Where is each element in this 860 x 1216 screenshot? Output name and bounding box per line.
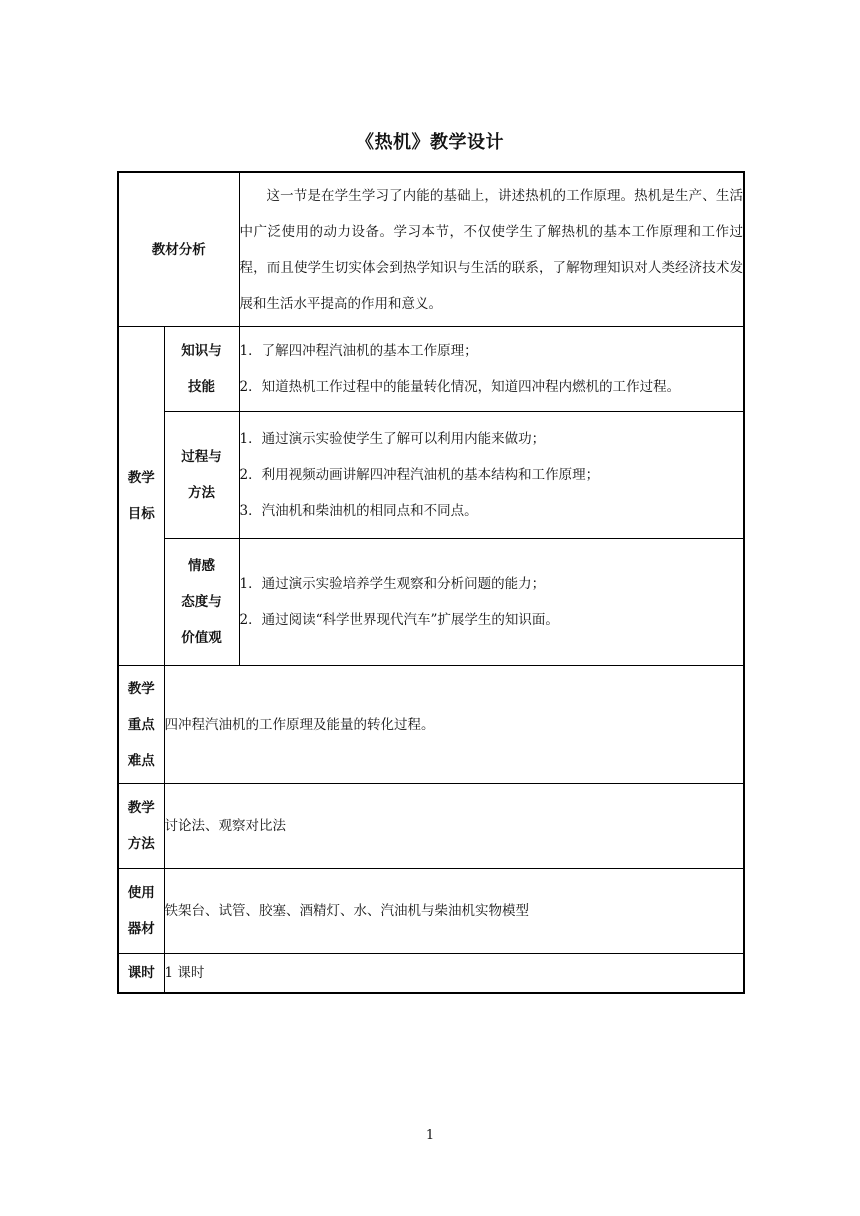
label-process-line-1: 过程与 [181,449,222,465]
label-hours: 课时 [118,954,164,994]
row-key-points [118,666,744,784]
lesson-design-table [117,171,745,994]
label-knowledge-line-2: 技能 [188,379,215,395]
label-process [164,412,239,539]
label-attitude-line-3: 价值观 [181,630,222,646]
content-equipment: 铁架台、试管、胶塞、酒精灯、水、汽油机与柴油机实物模型 [164,869,744,954]
row-equipment [118,869,744,954]
content-process [239,412,744,539]
process-item-1: 1．通过演示实验使学生了解可以利用内能来做功； [239,431,546,447]
label-knowledge-line-1: 知识与 [181,343,222,359]
content-attitude [239,539,744,666]
label-methods [118,784,164,869]
content-hours: 1 课时 [164,954,744,994]
label-key-points-line-3: 难点 [127,752,155,769]
page-number: 1 [425,1128,435,1143]
label-methods-line-2: 方法 [127,836,155,852]
process-item-2: 2．利用视频动画讲解四冲程汽油机的基本结构和工作原理； [239,467,600,483]
document-title: 《热机》教学设计 [356,132,504,153]
label-objectives [118,327,164,666]
knowledge-item-1: 1．了解四冲程汽油机的基本工作原理； [239,343,478,359]
row-analysis [118,172,744,327]
analysis-paragraph: 这一节是在学生学习了内能的基础上，讲述热机的工作原理。热机是生产、生活中广泛使用的动力设备。学习本节，不仅使学生了解热机的基本工作原理和工作过程，而且使学生切实体会到热学知识与生活的联系，了解物理知识对人类经济技术发展和生活水平提高的作用和意义。 [239,187,743,312]
label-attitude [164,539,239,666]
label-process-line-2: 方法 [188,485,215,501]
label-attitude-line-2: 态度与 [181,594,222,610]
label-key-points [118,666,164,784]
label-objectives-line-2: 目标 [127,506,155,522]
label-key-points-line-1: 教学 [127,680,155,697]
label-methods-line-1: 教学 [127,800,155,816]
row-attitude [118,539,744,666]
row-knowledge [118,327,744,412]
row-methods [118,784,744,869]
label-equipment [118,869,164,954]
label-equipment-line-2: 器材 [127,921,155,937]
attitude-item-2: 2．通过阅读“科学世界现代汽车”扩展学生的知识面。 [239,612,559,628]
attitude-item-1: 1．通过演示实验培养学生观察和分析问题的能力； [239,576,546,592]
label-objectives-line-1: 教学 [127,470,155,486]
process-item-3: 3．汽油机和柴油机的相同点和不同点。 [239,503,478,519]
label-knowledge [164,327,239,412]
content-methods: 讨论法、观察对比法 [164,784,744,869]
row-process [118,412,744,539]
content-key-points: 四冲程汽油机的工作原理及能量的转化过程。 [164,666,744,784]
label-equipment-line-1: 使用 [127,885,155,901]
label-key-points-line-2: 重点 [127,716,155,733]
label-analysis: 教材分析 [118,172,239,327]
knowledge-item-2: 2．知道热机工作过程中的能量转化情况，知道四冲程内燃机的工作过程。 [239,379,681,395]
content-knowledge [239,327,744,412]
content-analysis [239,172,744,327]
row-hours [118,954,744,994]
label-attitude-line-1: 情感 [188,558,215,574]
